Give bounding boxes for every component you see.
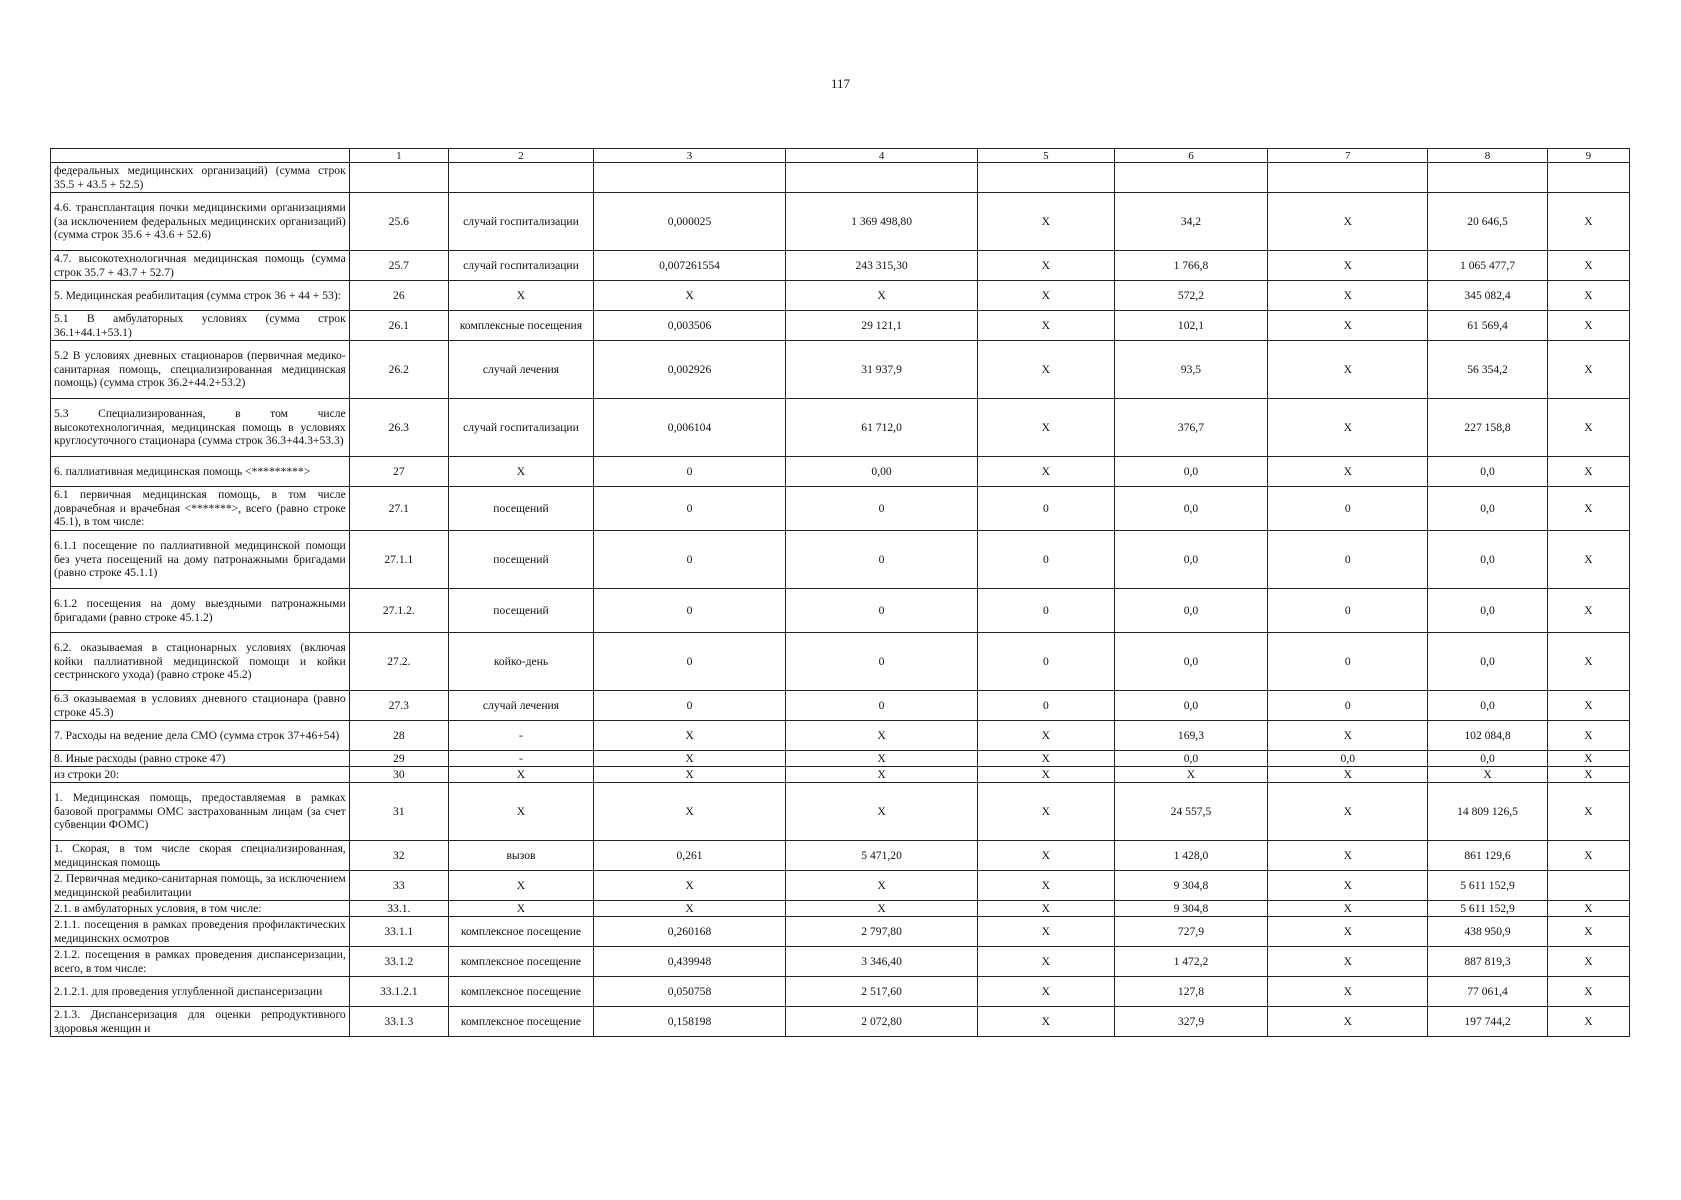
table-cell: 56 354,2 — [1428, 341, 1547, 399]
table-cell: Х — [786, 871, 978, 901]
table-cell — [1547, 871, 1629, 901]
table-cell: 26.1 — [349, 311, 448, 341]
row-label-cell: 2.1. в амбулаторных условия, в том числе: — [51, 901, 350, 917]
page-number: 117 — [830, 76, 851, 91]
table-cell: Х — [1547, 281, 1629, 311]
table-cell: 1 065 477,7 — [1428, 251, 1547, 281]
table-cell: 0,261 — [594, 841, 786, 871]
table-cell: 102,1 — [1114, 311, 1268, 341]
table-cell: случай лечения — [448, 691, 593, 721]
table-cell: 0,00 — [786, 457, 978, 487]
table-cell: Х — [594, 783, 786, 841]
table-cell: случай госпитализации — [448, 251, 593, 281]
table-cell — [448, 163, 593, 193]
table-cell: Х — [448, 871, 593, 901]
table-cell — [1547, 163, 1629, 193]
row-label-cell: 6. паллиативная медицинская помощь <*********> — [51, 457, 350, 487]
table-cell: 197 744,2 — [1428, 1007, 1547, 1037]
table-cell: 29 — [349, 751, 448, 767]
row-label-cell: 5. Медицинская реабилитация (сумма строк 36 + 44 + 53): — [51, 281, 350, 311]
row-label-cell: 1. Медицинская помощь, предоставляемая в рамках базовой программы ОМС застрахованным лицам (за счет субвенции ФОМС) — [51, 783, 350, 841]
table-cell: 61 569,4 — [1428, 311, 1547, 341]
table-cell: случай лечения — [448, 341, 593, 399]
table-cell: 26 — [349, 281, 448, 311]
table-cell: Х — [1547, 193, 1629, 251]
table-row — [51, 341, 1630, 399]
table-cell: Х — [1547, 947, 1629, 977]
table-cell: 2 517,60 — [786, 977, 978, 1007]
table-cell: 0 — [594, 589, 786, 633]
table-cell: Х — [1547, 917, 1629, 947]
table-cell: 27.2. — [349, 633, 448, 691]
table-cell: Х — [978, 399, 1115, 457]
table-row — [51, 163, 1630, 193]
table-cell: Х — [1268, 457, 1428, 487]
table-cell: Х — [1547, 531, 1629, 589]
row-label-cell: 5.2 В условиях дневных стационаров (первичная медико-санитарная помощь, специализированная медицинская помощь) (сумма строк 36.2+44.2+53.2) — [51, 341, 350, 399]
table-cell: 27.3 — [349, 691, 448, 721]
table-cell: 0,0 — [1114, 457, 1268, 487]
table-cell: 0,260168 — [594, 917, 786, 947]
table-cell: Х — [978, 977, 1115, 1007]
row-label-cell: федеральных медицинских организаций) (сумма строк 35.5 + 43.5 + 52.5) — [51, 163, 350, 193]
table-cell: Х — [1268, 399, 1428, 457]
table-cell: Х — [978, 457, 1115, 487]
row-label-cell: 6.3 оказываемая в условиях дневного стационара (равно строке 45.3) — [51, 691, 350, 721]
table-cell: 243 315,30 — [786, 251, 978, 281]
table-cell: Х — [978, 841, 1115, 871]
table-row — [51, 977, 1630, 1007]
table-cell: Х — [786, 901, 978, 917]
table-cell: 0 — [786, 589, 978, 633]
table-cell: 33.1.2.1 — [349, 977, 448, 1007]
table-cell: комплексное посещение — [448, 947, 593, 977]
header-cell: 8 — [1428, 149, 1547, 163]
table-cell: 1 369 498,80 — [786, 193, 978, 251]
row-label-cell: 5.3 Специализированная, в том числе высокотехнологичная, медицинская помощь в условиях круглосуточного стационара (сумма строк 36.3+44.3+53.3) — [51, 399, 350, 457]
expenditure-table — [50, 148, 1630, 1037]
table-cell: Х — [594, 901, 786, 917]
table-cell: 77 061,4 — [1428, 977, 1547, 1007]
table-cell: 0,0 — [1428, 487, 1547, 531]
table-cell: 727,9 — [1114, 917, 1268, 947]
table-row — [51, 531, 1630, 589]
table-row — [51, 589, 1630, 633]
table-cell: Х — [594, 281, 786, 311]
table-cell: Х — [1547, 783, 1629, 841]
table-cell: Х — [1268, 721, 1428, 751]
row-label-cell: из строки 20: — [51, 767, 350, 783]
table-cell: 0,0 — [1428, 457, 1547, 487]
table-cell: Х — [594, 721, 786, 751]
table-cell: 14 809 126,5 — [1428, 783, 1547, 841]
table-cell: случай госпитализации — [448, 193, 593, 251]
table-cell: 438 950,9 — [1428, 917, 1547, 947]
table-cell: 1 428,0 — [1114, 841, 1268, 871]
table-cell: Х — [448, 783, 593, 841]
row-label-cell: 4.7. высокотехнологичная медицинская помощь (сумма строк 35.7 + 43.7 + 52.7) — [51, 251, 350, 281]
table-cell: Х — [786, 281, 978, 311]
table-cell: 26.2 — [349, 341, 448, 399]
table-cell: 29 121,1 — [786, 311, 978, 341]
table-cell: Х — [1268, 783, 1428, 841]
table-cell: Х — [1268, 311, 1428, 341]
table-cell: 0,0 — [1114, 531, 1268, 589]
table-cell: 0,158198 — [594, 1007, 786, 1037]
table-cell: Х — [1547, 691, 1629, 721]
table-row — [51, 783, 1630, 841]
table-cell: Х — [978, 947, 1115, 977]
table-cell: Х — [978, 783, 1115, 841]
header-cell: 7 — [1268, 149, 1428, 163]
table-cell: 0,000025 — [594, 193, 786, 251]
table-cell — [349, 163, 448, 193]
row-label-cell: 4.6. трансплантация почки медицинскими организациями (за исключением федеральных медицинских организаций) (сумма строк 35.6 + 43.6 + 52.6) — [51, 193, 350, 251]
table-cell: посещений — [448, 531, 593, 589]
table-cell: 0,0 — [1428, 633, 1547, 691]
table-cell: 0 — [1268, 487, 1428, 531]
table-cell: 33 — [349, 871, 448, 901]
table-cell: 345 082,4 — [1428, 281, 1547, 311]
table-cell: 34,2 — [1114, 193, 1268, 251]
table-cell: Х — [978, 901, 1115, 917]
table-cell — [594, 163, 786, 193]
table-row — [51, 281, 1630, 311]
table-cell: Х — [1268, 917, 1428, 947]
table-cell: 0 — [978, 487, 1115, 531]
table-cell: 0 — [786, 633, 978, 691]
table-cell: Х — [978, 917, 1115, 947]
table-cell: 327,9 — [1114, 1007, 1268, 1037]
table-cell: 27.1.2. — [349, 589, 448, 633]
table-cell: Х — [448, 457, 593, 487]
table-cell: Х — [1268, 251, 1428, 281]
table-cell: 0,439948 — [594, 947, 786, 977]
header-cell: 9 — [1547, 149, 1629, 163]
row-label-cell: 1. Скорая, в том числе скорая специализированная, медицинская помощь — [51, 841, 350, 871]
table-cell: вызов — [448, 841, 593, 871]
table-cell: Х — [786, 751, 978, 767]
table-cell: 0,0 — [1428, 751, 1547, 767]
table-cell: 0 — [786, 691, 978, 721]
table-cell: 0 — [978, 589, 1115, 633]
table-cell: 376,7 — [1114, 399, 1268, 457]
table-cell: Х — [1547, 311, 1629, 341]
table-cell: 0,0 — [1114, 487, 1268, 531]
table-cell: 0 — [1268, 633, 1428, 691]
row-label-cell: 2.1.3. Диспансеризация для оценки репродуктивного здоровья женщин и — [51, 1007, 350, 1037]
table-cell: 32 — [349, 841, 448, 871]
table-cell: 227 158,8 — [1428, 399, 1547, 457]
table-cell: 0 — [594, 457, 786, 487]
table-cell: Х — [978, 341, 1115, 399]
table-cell: 33.1.3 — [349, 1007, 448, 1037]
table-cell: 0 — [978, 531, 1115, 589]
row-label-cell: 6.1.2 посещения на дому выездными патронажными бригадами (равно строке 45.1.2) — [51, 589, 350, 633]
table-cell: Х — [978, 751, 1115, 767]
table-cell: 25.6 — [349, 193, 448, 251]
table-cell: Х — [786, 783, 978, 841]
table-cell: 9 304,8 — [1114, 871, 1268, 901]
table-cell: 0 — [594, 633, 786, 691]
table-cell: 31 — [349, 783, 448, 841]
table-row — [51, 901, 1630, 917]
header-cell: 5 — [978, 149, 1115, 163]
table-cell: Х — [1547, 251, 1629, 281]
table-cell: Х — [1547, 901, 1629, 917]
row-label-cell: 2.1.2. посещения в рамках проведения диспансеризации, всего, в том числе: — [51, 947, 350, 977]
table-cell: 0,0 — [1428, 531, 1547, 589]
table-row — [51, 457, 1630, 487]
table-cell: посещений — [448, 589, 593, 633]
table-cell: - — [448, 721, 593, 751]
table-cell: Х — [594, 767, 786, 783]
table-cell: Х — [978, 721, 1115, 751]
table-cell: Х — [1268, 901, 1428, 917]
table-cell: 0,0 — [1114, 589, 1268, 633]
table-cell: 93,5 — [1114, 341, 1268, 399]
table-cell: Х — [1547, 977, 1629, 1007]
table-row — [51, 1007, 1630, 1037]
table-cell: 33.1.1 — [349, 917, 448, 947]
header-cell: 3 — [594, 149, 786, 163]
table-cell: Х — [978, 281, 1115, 311]
table-cell: 0 — [1268, 589, 1428, 633]
table-row — [51, 871, 1630, 901]
table-cell: 0,003506 — [594, 311, 786, 341]
table-cell: 0 — [1268, 691, 1428, 721]
table-cell: 0,0 — [1114, 751, 1268, 767]
header-cell: 6 — [1114, 149, 1268, 163]
table-cell: Х — [786, 721, 978, 751]
table-cell: 0 — [978, 691, 1115, 721]
table-cell: Х — [448, 281, 593, 311]
table-cell: Х — [1547, 589, 1629, 633]
table-cell: 9 304,8 — [1114, 901, 1268, 917]
table-cell: Х — [1268, 841, 1428, 871]
table-cell: 0 — [978, 633, 1115, 691]
row-label-cell: 2.1.2.1. для проведения углубленной диспансеризации — [51, 977, 350, 1007]
row-label-cell: 2.1.1. посещения в рамках проведения профилактических медицинских осмотров — [51, 917, 350, 947]
table-cell: Х — [786, 767, 978, 783]
table-cell: 0,0 — [1114, 633, 1268, 691]
table-cell: Х — [1268, 341, 1428, 399]
table-cell: 30 — [349, 767, 448, 783]
table-row — [51, 633, 1630, 691]
header-cell: 1 — [349, 149, 448, 163]
table-row — [51, 311, 1630, 341]
table-cell: 0 — [1268, 531, 1428, 589]
header-cell: 2 — [448, 149, 593, 163]
table-cell: 31 937,9 — [786, 341, 978, 399]
header-cell — [51, 149, 350, 163]
table-cell: 5 611 152,9 — [1428, 901, 1547, 917]
table-cell: 27.1 — [349, 487, 448, 531]
table-cell: Х — [1547, 1007, 1629, 1037]
table-cell: 2 072,80 — [786, 1007, 978, 1037]
table-cell: случай госпитализации — [448, 399, 593, 457]
table-row — [51, 691, 1630, 721]
table-cell: Х — [1268, 871, 1428, 901]
table-cell: Х — [1547, 751, 1629, 767]
table-cell: 0,002926 — [594, 341, 786, 399]
table-cell: Х — [1547, 457, 1629, 487]
table-cell: - — [448, 751, 593, 767]
table-cell: Х — [1547, 633, 1629, 691]
row-label-cell: 6.1.1 посещение по паллиативной медицинской помощи без учета посещений на дому патронажными бригадами (равно строке 45.1.1) — [51, 531, 350, 589]
table-cell: 0 — [594, 531, 786, 589]
table-cell: Х — [978, 1007, 1115, 1037]
table-cell: 0 — [594, 487, 786, 531]
table-cell — [786, 163, 978, 193]
table-cell: Х — [978, 251, 1115, 281]
table-cell: Х — [448, 767, 593, 783]
table-row — [51, 841, 1630, 871]
table-row — [51, 487, 1630, 531]
table-cell: Х — [1428, 767, 1547, 783]
row-label-cell: 6.1 первичная медицинская помощь, в том числе доврачебная и врачебная <*******>, всего (равно строке 45.1), в том числе: — [51, 487, 350, 531]
table-cell: 0,050758 — [594, 977, 786, 1007]
table-body — [51, 149, 1630, 1037]
table-cell: 0 — [594, 691, 786, 721]
row-label-cell: 5.1 В амбулаторных условиях (сумма строк 36.1+44.1+53.1) — [51, 311, 350, 341]
table-cell: 0,007261554 — [594, 251, 786, 281]
table-cell: 0,0 — [1428, 691, 1547, 721]
table-cell: 24 557,5 — [1114, 783, 1268, 841]
table-cell: комплексное посещение — [448, 1007, 593, 1037]
table-cell: 127,8 — [1114, 977, 1268, 1007]
table-cell: 887 819,3 — [1428, 947, 1547, 977]
table-cell: 5 611 152,9 — [1428, 871, 1547, 901]
table-cell: комплексные посещения — [448, 311, 593, 341]
table-cell: 102 084,8 — [1428, 721, 1547, 751]
row-label-cell: 8. Иные расходы (равно строке 47) — [51, 751, 350, 767]
table-row — [51, 251, 1630, 281]
row-label-cell: 6.2. оказываемая в стационарных условиях (включая койки паллиативной медицинской помощи и койки сестринского ухода) (равно строке 45.2) — [51, 633, 350, 691]
table-cell: 27.1.1 — [349, 531, 448, 589]
table-row — [51, 917, 1630, 947]
table-cell: Х — [1547, 721, 1629, 751]
table-cell: Х — [1268, 193, 1428, 251]
table-cell: 61 712,0 — [786, 399, 978, 457]
row-label-cell: 7. Расходы на ведение дела СМО (сумма строк 37+46+54) — [51, 721, 350, 751]
table-cell: Х — [1268, 947, 1428, 977]
table-cell: 26.3 — [349, 399, 448, 457]
table-cell: 169,3 — [1114, 721, 1268, 751]
table-row — [51, 767, 1630, 783]
table-row — [51, 721, 1630, 751]
table-cell: Х — [1268, 767, 1428, 783]
table-cell: 33.1. — [349, 901, 448, 917]
table-cell: Х — [1114, 767, 1268, 783]
table-cell: Х — [1547, 399, 1629, 457]
table-cell: Х — [978, 311, 1115, 341]
table-cell: Х — [1268, 1007, 1428, 1037]
table-cell: Х — [1547, 841, 1629, 871]
column-number-row — [51, 149, 1630, 163]
table-row — [51, 193, 1630, 251]
table-cell: Х — [1547, 487, 1629, 531]
table-cell: Х — [594, 871, 786, 901]
table-cell: 0,0 — [1114, 691, 1268, 721]
table-cell: Х — [978, 193, 1115, 251]
table-cell — [1428, 163, 1547, 193]
table-cell: 572,2 — [1114, 281, 1268, 311]
table-cell: 0,0 — [1268, 751, 1428, 767]
table-cell: 1 472,2 — [1114, 947, 1268, 977]
row-label-cell: 2. Первичная медико-санитарная помощь, за исключением медицинской реабилитации — [51, 871, 350, 901]
table-row — [51, 399, 1630, 457]
table-cell: посещений — [448, 487, 593, 531]
table-cell — [978, 163, 1115, 193]
table-cell: 20 646,5 — [1428, 193, 1547, 251]
table-cell — [1268, 163, 1428, 193]
table-cell — [1114, 163, 1268, 193]
table-cell: 0 — [786, 487, 978, 531]
table-cell: 28 — [349, 721, 448, 751]
table-cell: Х — [1547, 341, 1629, 399]
table-cell: 0,006104 — [594, 399, 786, 457]
table-cell: 861 129,6 — [1428, 841, 1547, 871]
table-row — [51, 751, 1630, 767]
table-cell: комплексное посещение — [448, 917, 593, 947]
table-cell: 3 346,40 — [786, 947, 978, 977]
header-cell: 4 — [786, 149, 978, 163]
table-cell: Х — [1268, 977, 1428, 1007]
table-cell: 5 471,20 — [786, 841, 978, 871]
table-cell: Х — [978, 871, 1115, 901]
table-cell: Х — [448, 901, 593, 917]
table-cell: 33.1.2 — [349, 947, 448, 977]
table-cell: 2 797,80 — [786, 917, 978, 947]
table-cell: 0 — [786, 531, 978, 589]
table-cell: 1 766,8 — [1114, 251, 1268, 281]
table-cell: Х — [594, 751, 786, 767]
table-cell: койко-день — [448, 633, 593, 691]
table-cell: 27 — [349, 457, 448, 487]
table-cell: Х — [1268, 281, 1428, 311]
table-cell: 25.7 — [349, 251, 448, 281]
table-cell: Х — [1547, 767, 1629, 783]
table-row — [51, 947, 1630, 977]
table-cell: 0,0 — [1428, 589, 1547, 633]
table-cell: комплексное посещение — [448, 977, 593, 1007]
table-cell: Х — [978, 767, 1115, 783]
